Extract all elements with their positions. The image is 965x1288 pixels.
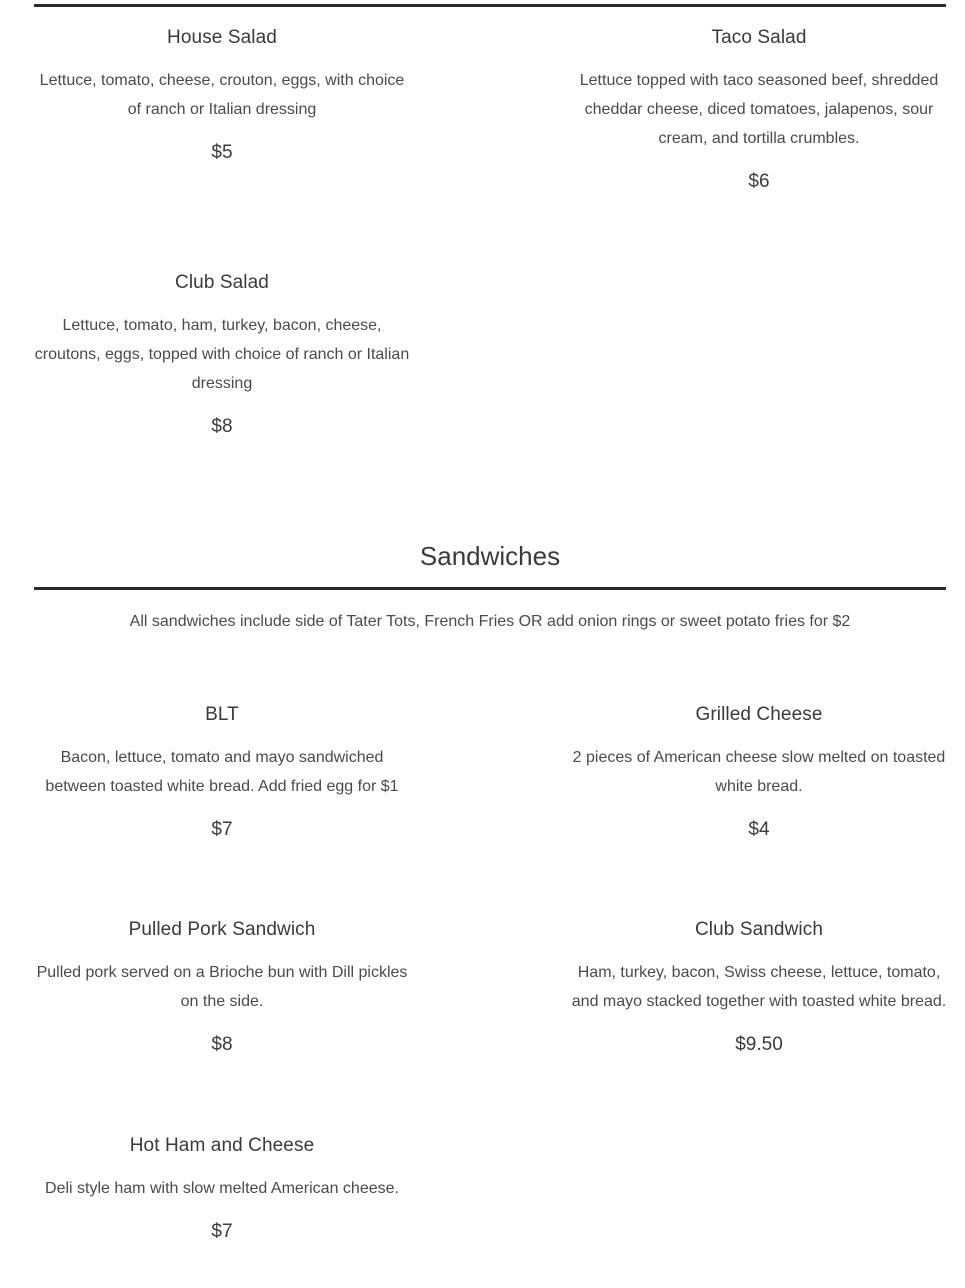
- item-description: Pulled pork served on a Brioche bun with Dill pickles on the side.: [36, 964, 408, 1010]
- item-name: Club Sandwich: [694, 919, 824, 940]
- menu-item-pulled-pork-sandwich: [34, 918, 410, 1057]
- section-divider: [34, 587, 946, 590]
- top-divider: [34, 4, 946, 7]
- menu-item-club-salad: [34, 271, 410, 439]
- menu-item-hot-ham-and-cheese: [34, 1134, 410, 1244]
- menu-item-grilled-cheese: [571, 703, 947, 842]
- item-price: $5: [211, 142, 233, 163]
- item-price: $7: [211, 819, 233, 840]
- item-price: $8: [211, 416, 233, 437]
- item-description: Lettuce topped with taco seasoned beef, shredded cheddar cheese, diced tomatoes, jalapenos, sour cream, and tortilla crumbles.: [579, 72, 939, 147]
- section-title-sandwiches: Sandwiches: [419, 541, 561, 571]
- item-price: $9.50: [735, 1034, 783, 1055]
- item-description: Deli style ham with slow melted American cheese.: [45, 1180, 399, 1197]
- item-name: Taco Salad: [711, 27, 807, 48]
- item-description: Lettuce, tomato, cheese, crouton, eggs, with choice of ranch or Italian dressing: [39, 72, 405, 118]
- item-name: House Salad: [167, 27, 277, 48]
- menu-item-blt: [34, 703, 410, 842]
- section-note: All sandwiches include side of Tater Tots, French Fries OR add onion rings or sweet potato fries for $2: [129, 613, 851, 630]
- item-name: Grilled Cheese: [695, 704, 823, 725]
- item-description: Ham, turkey, bacon, Swiss cheese, lettuce, tomato, and mayo stacked together with toasted white bread.: [571, 964, 947, 1010]
- item-price: $6: [748, 171, 770, 192]
- item-price: $4: [748, 819, 770, 840]
- item-name: Pulled Pork Sandwich: [128, 919, 316, 940]
- menu-item-club-sandwich: [571, 918, 947, 1057]
- item-description: 2 pieces of American cheese slow melted on toasted white bread.: [572, 749, 946, 795]
- item-description: Lettuce, tomato, ham, turkey, bacon, cheese, croutons, eggs, topped with choice of ranch or Italian dressing: [34, 317, 410, 392]
- menu-item-house-salad: [34, 26, 410, 165]
- item-name: Club Salad: [175, 272, 269, 293]
- item-price: $8: [211, 1034, 233, 1055]
- item-name: Hot Ham and Cheese: [129, 1135, 315, 1156]
- menu-item-taco-salad: [571, 26, 947, 194]
- item-name: BLT: [205, 704, 239, 725]
- item-price: $7: [211, 1221, 233, 1242]
- item-description: Bacon, lettuce, tomato and mayo sandwiched between toasted white bread. Add fried egg for $1: [45, 749, 399, 795]
